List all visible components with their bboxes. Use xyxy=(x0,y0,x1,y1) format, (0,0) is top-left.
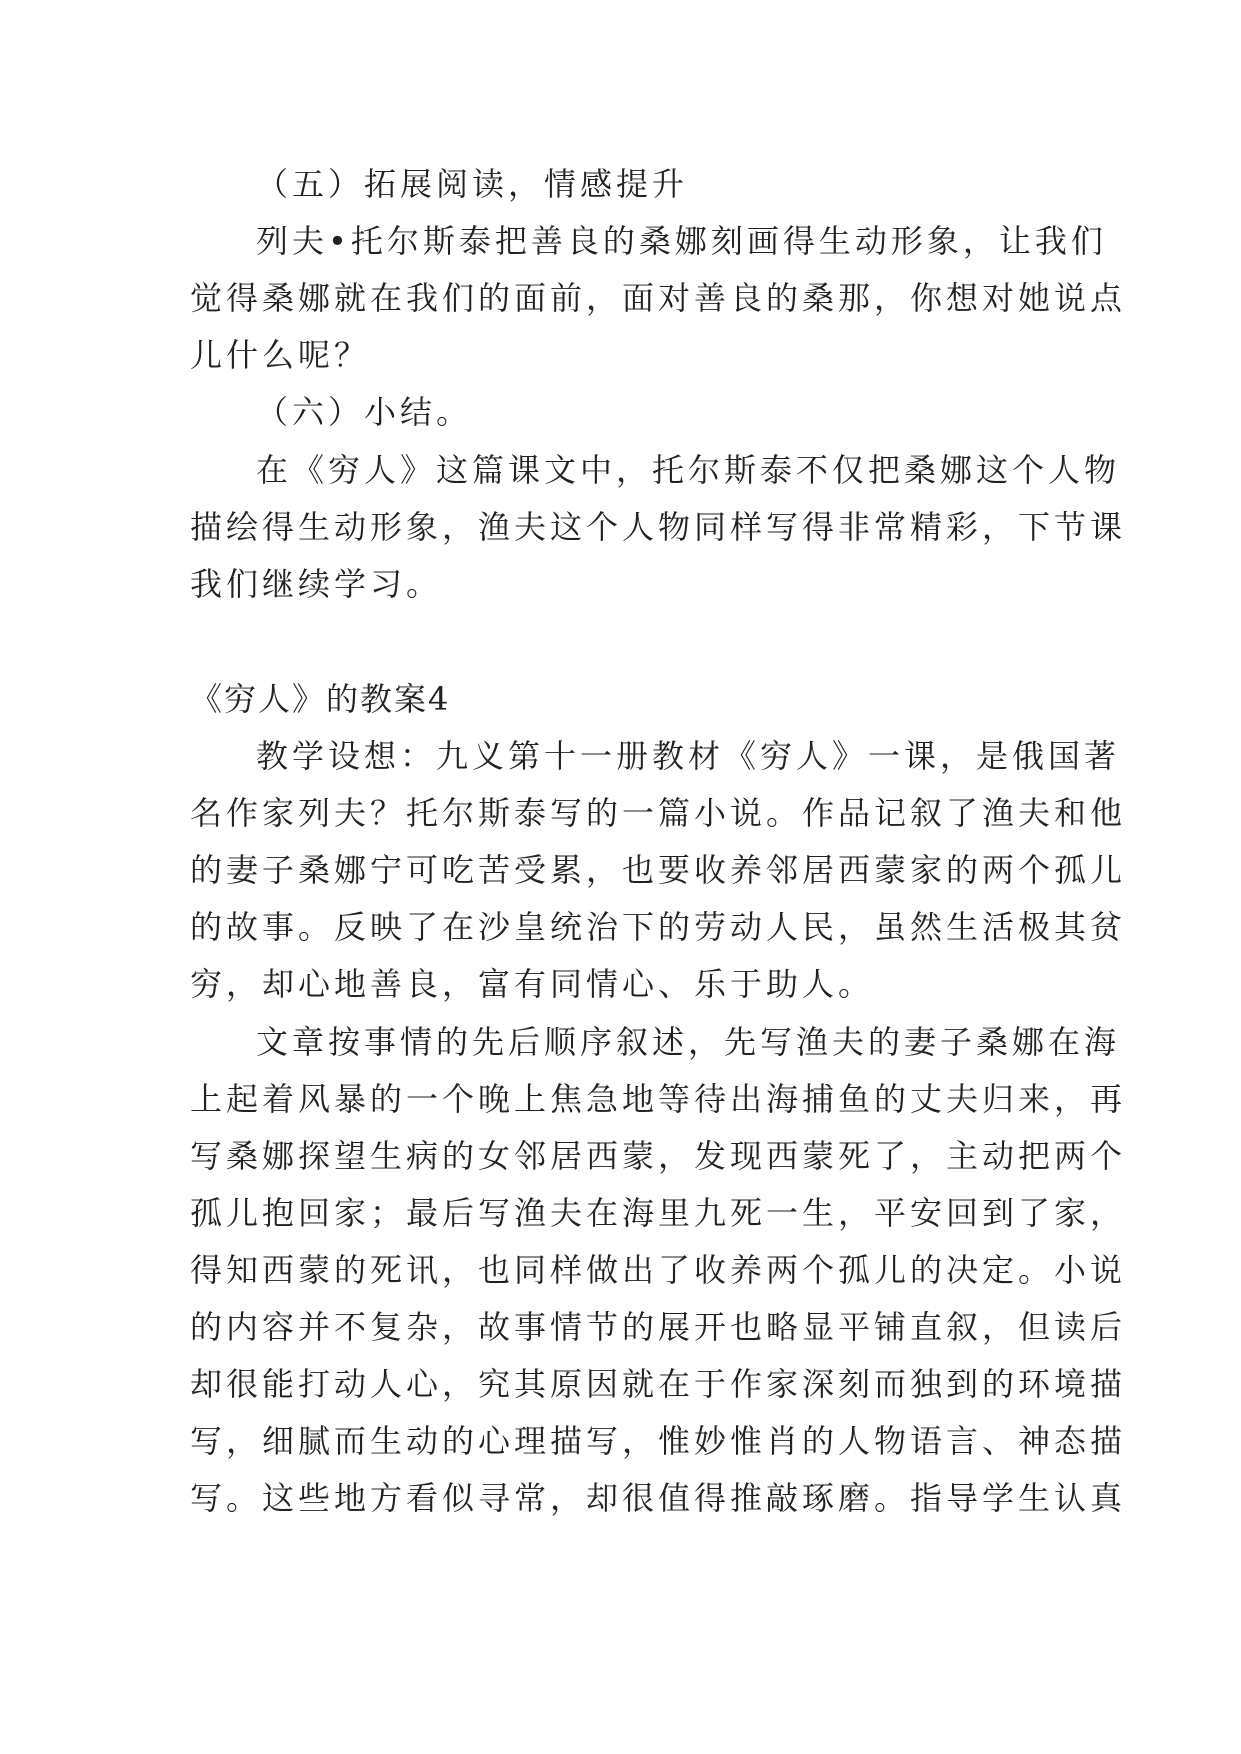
paragraph-line: 上起着风暴的一个晚上焦急地等待出海捕鱼的丈夫归来，再 xyxy=(190,1080,1127,1118)
paragraph-line: 教学设想：九义第十一册教材《穷人》一课，是俄国著 xyxy=(256,737,1121,775)
paragraph-line: 穷，却心地善良，富有同情心、乐于助人。 xyxy=(190,965,875,1003)
paragraph-line: 在《穷人》这篇课文中，托尔斯泰不仅把桑娜这个人物 xyxy=(256,451,1121,489)
section-heading-6: （六）小结。 xyxy=(256,393,473,431)
paragraph-line: 写，细腻而生动的心理描写，惟妙惟肖的人物语言、神态描 xyxy=(190,1422,1127,1460)
paragraph-line: 描绘得生动形象，渔夫这个人物同样写得非常精彩，下节课 xyxy=(190,508,1127,546)
paragraph-line: 我们继续学习。 xyxy=(190,565,443,603)
paragraph-line: 却很能打动人心，究其原因就在于作家深刻而独到的环境描 xyxy=(190,1365,1127,1403)
paragraph-line: 觉得桑娜就在我们的面前，面对善良的桑那，你想对她说点 xyxy=(190,279,1127,317)
paragraph-line: 名作家列夫？托尔斯泰写的一篇小说。作品记叙了渔夫和他 xyxy=(190,794,1127,832)
paragraph-line: 的妻子桑娜宁可吃苦受累，也要收养邻居西蒙家的两个孤儿 xyxy=(190,851,1127,889)
paragraph-line: 的故事。反映了在沙皇统治下的劳动人民，虽然生活极其贫 xyxy=(190,908,1127,946)
section-heading-5: （五）拓展阅读，情感提升 xyxy=(256,165,689,203)
paragraph-line: 列夫•托尔斯泰把善良的桑娜刻画得生动形象，让我们 xyxy=(256,222,1107,260)
paragraph-line: 得知西蒙的死讯，也同样做出了收养两个孤儿的决定。小说 xyxy=(190,1251,1127,1289)
paragraph-line: 写。这些地方看似寻常，却很值得推敲琢磨。指导学生认真 xyxy=(190,1479,1127,1517)
paragraph-line: 的内容并不复杂，故事情节的展开也略显平铺直叙，但读后 xyxy=(190,1308,1127,1346)
paragraph-line: 孤儿抱回家；最后写渔夫在海里九死一生，平安回到了家， xyxy=(190,1194,1127,1232)
paragraph-line: 文章按事情的先后顺序叙述，先写渔夫的妻子桑娜在海 xyxy=(256,1023,1121,1061)
paragraph-line: 儿什么呢？ xyxy=(190,336,371,374)
lesson-plan-title: 《穷人》的教案4 xyxy=(190,680,451,718)
paragraph-line: 写桑娜探望生病的女邻居西蒙，发现西蒙死了，主动把两个 xyxy=(190,1137,1127,1175)
